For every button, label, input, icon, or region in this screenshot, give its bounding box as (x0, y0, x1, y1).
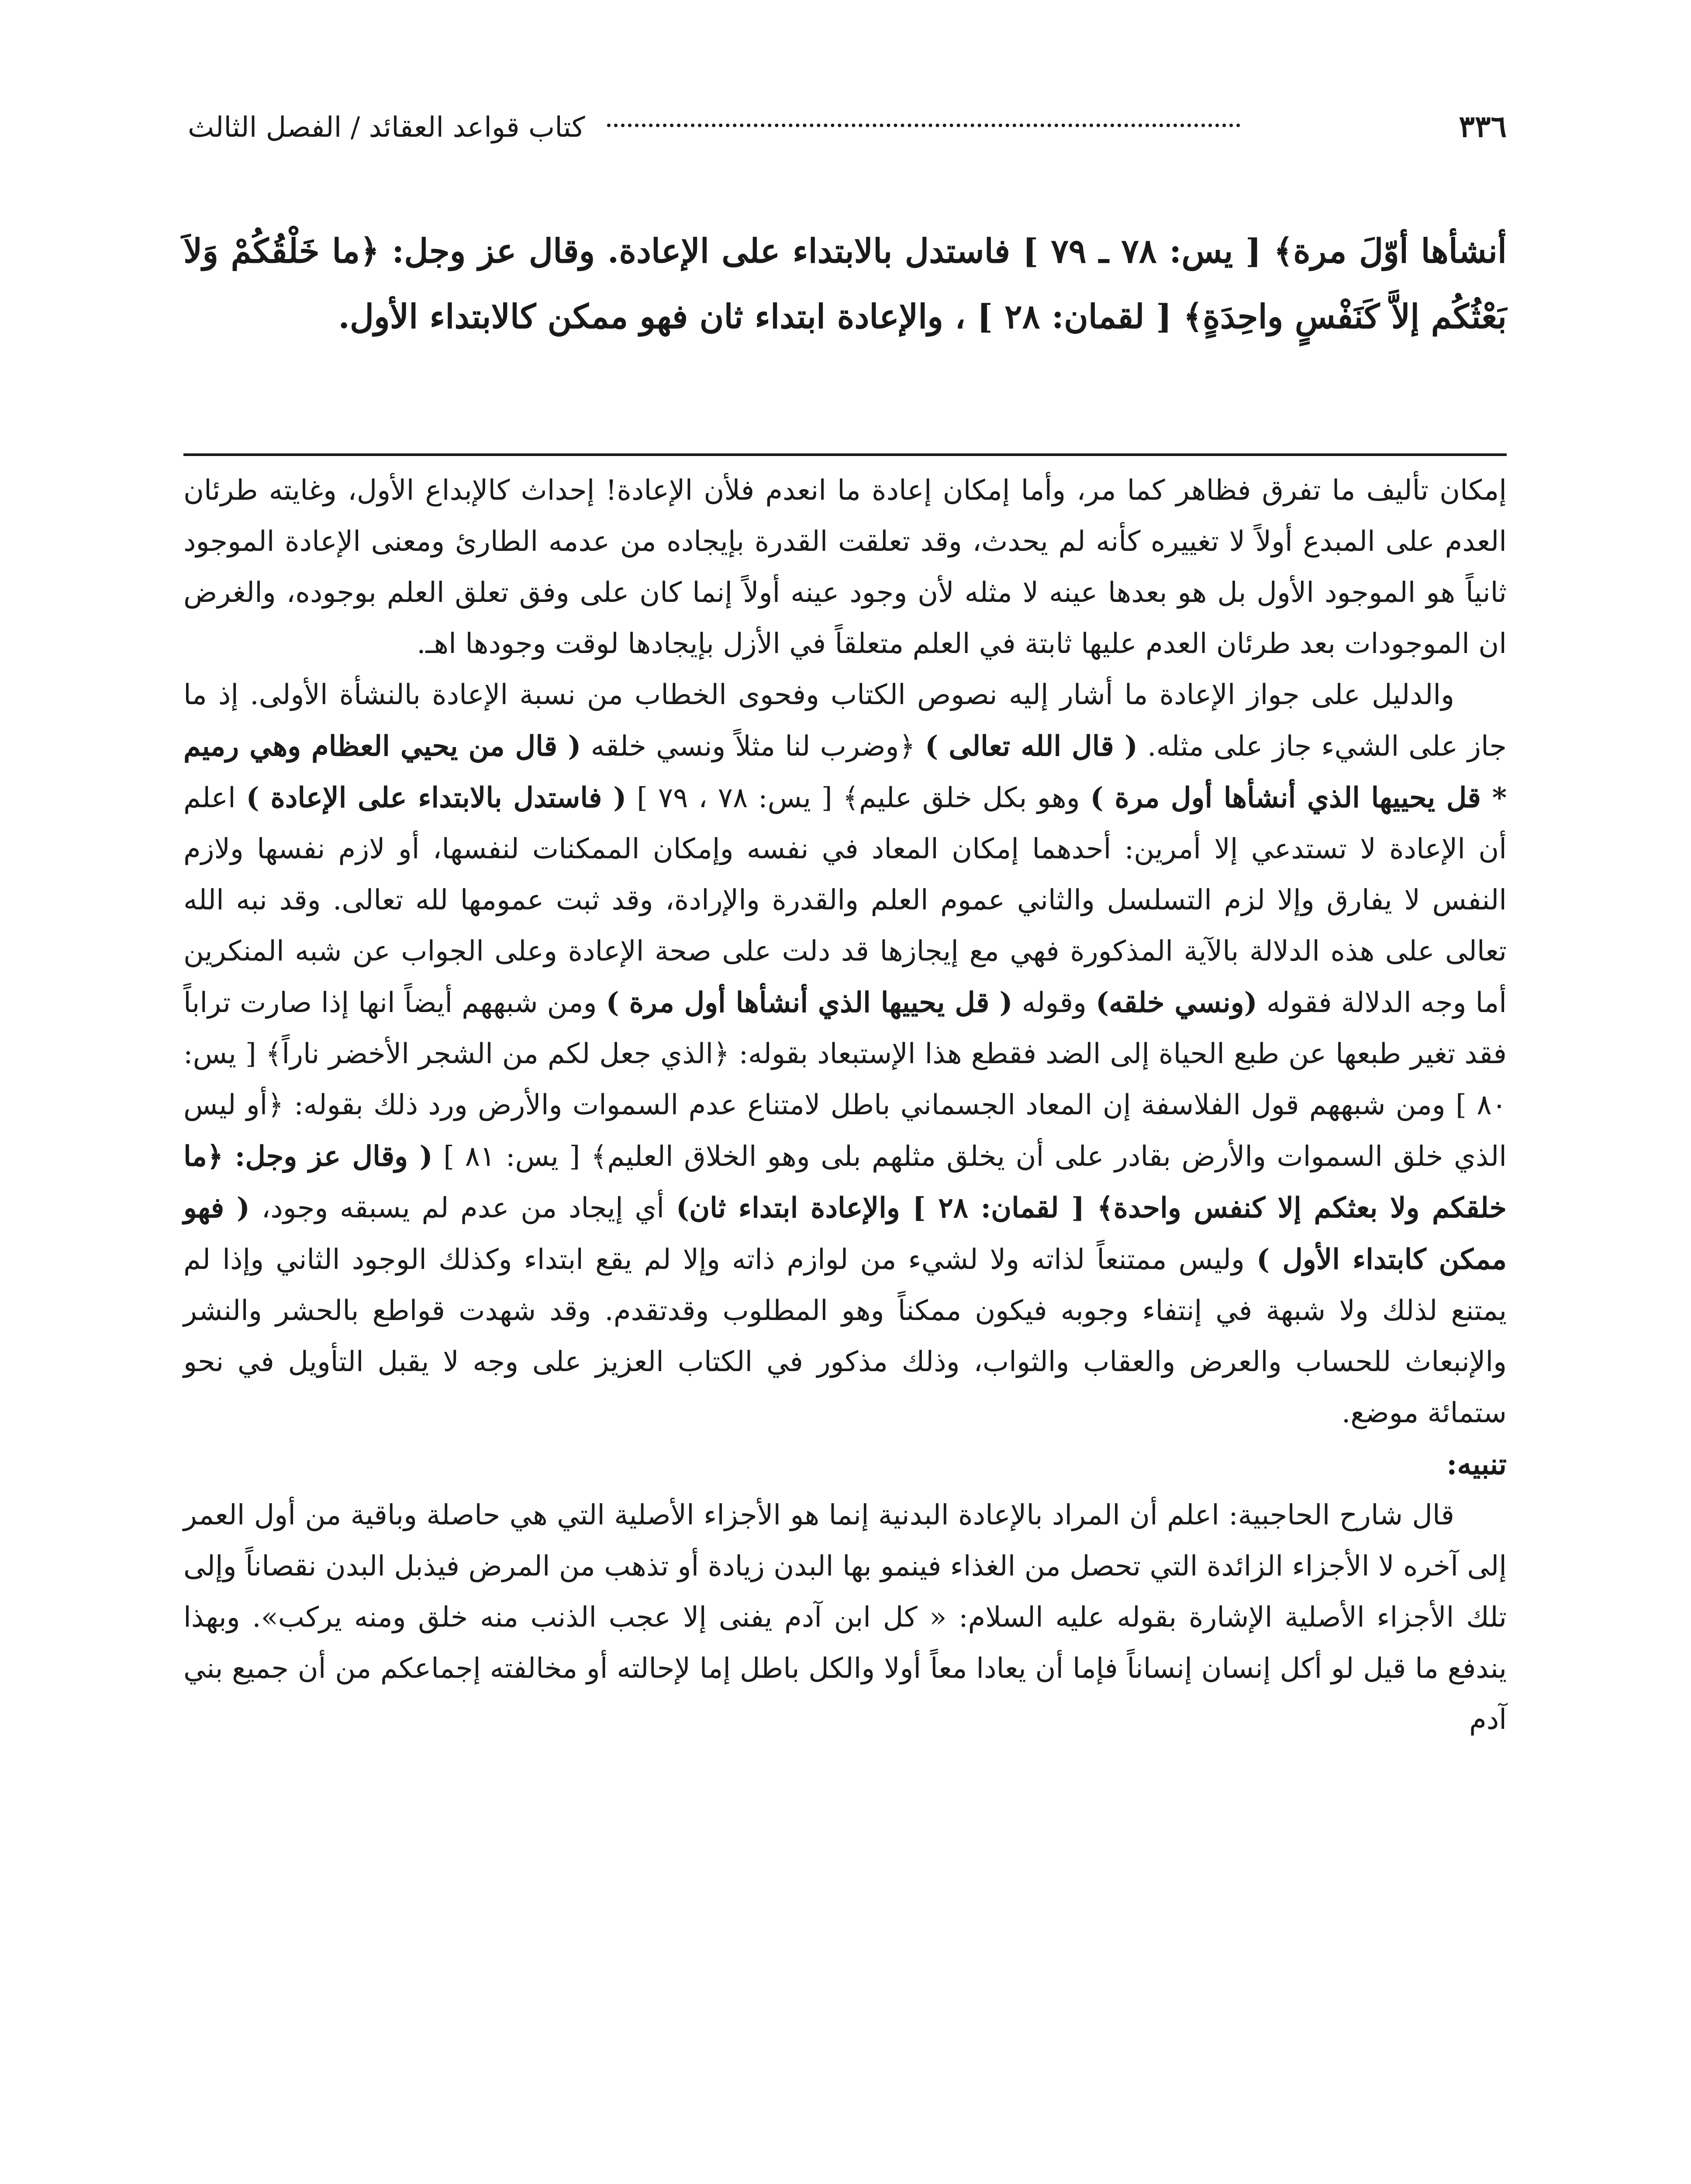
p2-quote-j: ( قل يحييها الذي أنشأها أول مرة ) (606, 986, 1013, 1019)
commentary (183, 465, 1507, 1745)
running-header (188, 111, 1253, 144)
page-number: ٣٣٦ (1459, 109, 1507, 144)
commentary-paragraph-3: قال شارح الحاجبية: اعلم أن المراد بالإعادة البدنية إنما هو الأجزاء الأصلية التي هي حاصلة وباقية من أول العمر إلى آخره لا الأجزاء الزائدة التي تحصل من الغذاء فينمو بها البدن زيادة أو تذهب من المرض فيذبل البدن نقصاناً وإلى تلك الأجزاء الأصلية الإشارة بقوله عليه السلام: « كل ابن آدم يفنى إلا عجب الذنب منه خلق ومنه يركب». وبهذا يندفع ما قيل لو أكل إنسان إنساناً فإما أن يعادا معاً أولا والكل باطل إما لإحالته أو مخالفته إجماعكم من أن جميع بني آدم (183, 1499, 1507, 1736)
p2-text-e: وهو بكل خلق عليم﴾ [ يس: ٧٨ ، ٧٩ ] (637, 782, 1080, 814)
separator-line (183, 453, 1507, 456)
p2-quote-b: ( قال الله تعالى ) (925, 730, 1138, 763)
p2-text-g: اعلم أن الإعادة لا تستدعي إلا أمرين: أحدهما إمكان المعاد في نفسه وإمكان الممكنات لنفسها، أو لازم نفسها ولازم النفس لا يفارق وإلا لزم التسلسل والثاني عموم العلم والقدرة والإرادة، وقد ثبت عمومها لله تعالى. وقد نبه الله تعالى على هذه الدلالة بالآية المذكورة فهي مع إيجازها قد دلت على صحة الإعادة وعلى الجواب عن شبه المنكرين أما وجه الدلالة فقوله (183, 782, 1507, 1019)
running-title: كتاب قواعد العقائد / الفصل الثالث (188, 111, 585, 144)
commentary-paragraph-2 (183, 670, 1507, 1439)
p2-quote-h: (ونسي خلقه) (1095, 986, 1257, 1019)
main-text: أنشأها أوّلَ مرة﴾ [ يس: ٧٨ ـ ٧٩ ] فاستدل بالابتداء على الإعادة. وقال عز وجل: ﴿ما خَلْقُكُمْ وَلاَ بَعْثُكُم إلاَّ كَنَفْسٍ واحِدَةٍ﴾ [ لقمان: ٢٨ ] ، والإعادة ابتداء ثان فهو ممكن كالابتداء الأول. (183, 232, 1507, 336)
p2-text-o: وليس ممتنعاً لذاته ولا لشيء من لوازم ذاته وإلا لم يقع ابتداء وكذلك الوجود الثاني وإذا لم يمتنع لذلك ولا شبهة في إنتفاء وجوبه فيكون ممكناً وهو المطلوب وقدتقدم. وقد شهدت قواطع بالحشر والنشر والإنبعاث للحساب والعرض والعقاب والثواب، وذلك مذكور في الكتاب العزيز على وجه لا يقبل التأويل في نحو ستمائة موضع. (183, 1244, 1507, 1429)
p2-quote-f: ( فاستدل بالابتداء على الإعادة ) (246, 781, 627, 814)
commentary-paragraph-1: إمكان تأليف ما تفرق فظاهر كما مر، وأما إمكان إعادة ما انعدم فلأن الإعادة! إحداث كالإبداع الأول، وغايته طرئان العدم على المبدع أولاً لا تغييره كأنه لم يحدث، وقد تعلقت القدرة بإيجاده من عدمه الطارئ ومعنى الإعادة الموجود ثانياً هو الموجود الأول بل هو بعدها عينه لا مثله لأن وجود عينه أولاً إنما كان على وفق تعلق العلم بوجوده، والغرض ان الموجودات بعد طرئان العدم عليها ثابتة في العلم متعلقاً في الأزل بإيجادها لوقت وجودها اهـ. (183, 474, 1507, 660)
p2-quote-d: ( قال من يحيي العظام وهي رميم * قل يحييها الذي أنشأها أول مرة ) (183, 730, 1507, 814)
p2-text-k: ومن شبههم أيضاً انها إذا صارت تراباً فقد تغير طبعها عن طبع الحياة إلى الضد فقطع هذا الإستبعاد بقوله: ﴿الذي جعل لكم من الشجر الأخضر ناراً﴾ [ يس: ٨٠ ] ومن شبههم قول الفلاسفة إن المعاد الجسماني باطل لامتناع عدم السموات والأرض ورد ذلك بقوله: ﴿أو ليس الذي خلق السموات والأرض بقادر على أن يخلق مثلهم بلى وهو الخلاق العليم﴾ [ يس: ٨١ ] (183, 987, 1507, 1173)
p2-quote-n: ( فهو ممكن كابتداء الأول ) (183, 1192, 1507, 1276)
tanbih-heading: تنبيه: (1446, 1447, 1507, 1481)
p2-text-a: والدليل على جواز الإعادة ما أشار إليه نصوص الكتاب وفحوى الخطاب من نسبة الإعادة بالنشأة الأولى. إذ ما جاز على الشيء جاز على مثله. (183, 679, 1507, 763)
p2-text-m: أي إيجاد من عدم لم يسبقه وجود، (261, 1192, 665, 1224)
p2-text-i: وقوله (1022, 987, 1087, 1019)
p2-quote-l: ( وقال عز وجل: ﴿ما خلقكم ولا بعثكم إلا كنفس واحدة﴾ [ لقمان: ٢٨ ] والإعادة ابتداء ثان) (183, 1140, 1507, 1224)
leader-dots (607, 124, 1240, 127)
page-header (188, 109, 1507, 162)
p2-text-c: ﴿وضرب لنا مثلاً ونسي خلقه (590, 730, 915, 763)
